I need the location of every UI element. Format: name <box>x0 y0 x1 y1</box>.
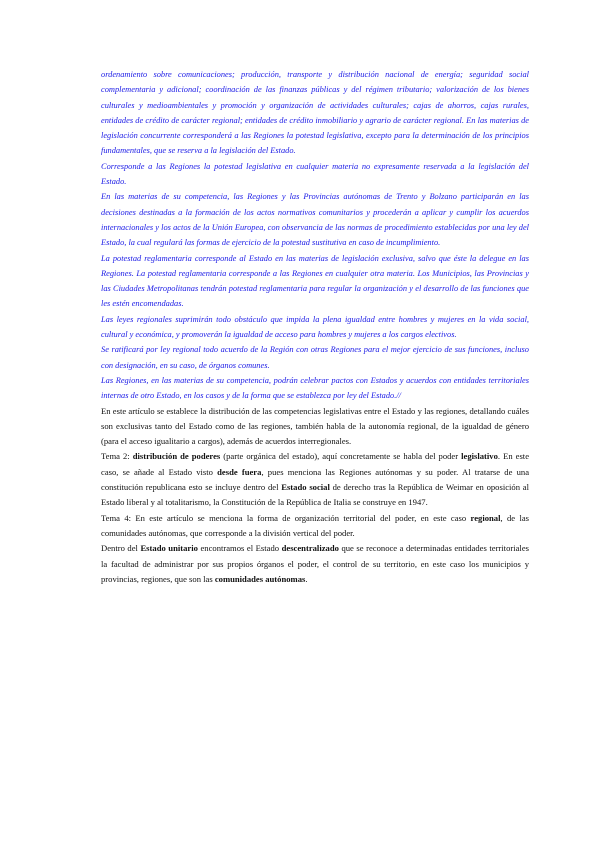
commentary-paragraph-4 <box>101 541 529 587</box>
bold-term: descentralizado <box>281 543 339 554</box>
commentary-paragraph-3 <box>101 511 529 542</box>
commentary-paragraph-1: En este artículo se establece la distribución de las competencias legislativas entre el Estado y las regiones, detallando cuáles son exclusivas tanto del Estado como de las regiones, también habla de la autonomía regional, de la igualdad de género (para el acceso igualitario a cargos), además de acuerdos interregionales. <box>101 405 529 447</box>
bold-term: distribución de poderes <box>132 451 221 462</box>
document-content <box>101 67 529 587</box>
quote-paragraph-4: La potestad reglamentaria corresponde al Estado en las materias de legislación exclusiva, salvo que éste la delegue en las Regiones. La potestad reglamentaria corresponde a las Regiones en cualquier otra materia. Los Municipios, las Provincias y las Ciudades Metropolitanas tendrán potestad reglamentaria para regular la organización y el desarrollo de las funciones que les estén encomendadas. <box>101 253 529 309</box>
text-run: . En este caso, se añade al Estado visto <box>101 451 530 477</box>
text-run: , de las comunidades autónomas, que corresponde a la división vertical del poder. <box>101 512 529 538</box>
bold-term: legislativo <box>461 451 498 462</box>
text-run: Tema 2: <box>101 451 133 462</box>
quote-paragraph-1: ordenamiento sobre comunicaciones; producción, transporte y distribución nacional de energía; seguridad social complementaria y adicional; coordinación de las finanzas públicas y del régimen tributario; valorización de los bienes culturales y medioambientales y promoción y organización de actividades culturales; cajas de ahorros, cajas rurales, entidades de crédito de carácter regional; entidades de crédito inmobiliario y agrario de carácter regional. En las materias de legislación concurrente corresponderá a las Regiones la potestad legislativa, excepto para la determinación de los principios fundamentales, que se reserva a la legislación del Estado. <box>101 70 529 156</box>
text-run: . <box>305 573 308 584</box>
text-run: , pues menciona las Regiones autónomas y su poder. Al tratarse de una constitución republicana esto se incluye dentro del <box>101 466 530 493</box>
quote-paragraph-3: En las materias de su competencia, las Regiones y las Provincias autónomas de Trento y Bolzano participarán en las decisiones destinadas a la formación de los actos normativos comunitarios y procederán a aplicar y cumplir los acuerdos internacionales y los actos de la Unión Europea, con observancia de las normas de procedimiento establecidas por una ley del Estado, la cual regulará las formas de ejercicio de la potestad sustitutiva en caso de incumplimiento. <box>101 192 529 248</box>
bold-term: Estado unitario <box>140 543 198 554</box>
bold-term: Estado social <box>281 482 330 493</box>
quote-paragraph-5: Las leyes regionales suprimirán todo obstáculo que impida la plena igualdad entre hombres y mujeres en la vida social, cultural y económica, y promoverán la igualdad de acceso para hombres y mujeres a los cargos electivos. <box>101 314 529 340</box>
commentary-paragraph-2 <box>101 449 529 510</box>
quote-paragraph-7: Las Regiones, en las materias de su competencia, podrán celebrar pactos con Estados y acuerdos con entidades territoriales internas de otro Estado, en los casos y de la forma que se establezca por ley del Estado.// <box>101 375 529 401</box>
text-run: (parte orgánica del estado), aquí concretamente se habla del poder <box>220 451 462 462</box>
bold-term: desde fuera <box>217 466 262 477</box>
text-run: de derecho tras la República de Weimar en oposición al Estado liberal y al totalitarismo, la Constitución de la República de Italia se construye en 1947. <box>101 482 529 508</box>
text-run: Dentro del <box>101 543 141 554</box>
quote-paragraph-6: Se ratificará por ley regional todo acuerdo de la Región con otras Regiones para el mejor ejercicio de sus funciones, incluso con designación, en su caso, de órganos comunes. <box>101 345 529 370</box>
text-run: que se reconoce a determinadas entidades territoriales la facultad de administrar por sus propios órganos el poder, el control de su territorio, en este caso los municipios y provincias, regiones, que son las <box>101 543 529 584</box>
text-run: encontramos el Estado <box>197 543 282 554</box>
text-run: Tema 4: En este artículo se menciona la forma de organización territorial del poder, en este caso <box>101 512 471 523</box>
bold-term: comunidades autónomas <box>214 573 306 584</box>
bold-term: regional <box>470 512 501 523</box>
quote-paragraph-2: Corresponde a las Regiones la potestad legislativa en cualquier materia no expresamente reservada a la legislación del Estado. <box>101 161 529 187</box>
